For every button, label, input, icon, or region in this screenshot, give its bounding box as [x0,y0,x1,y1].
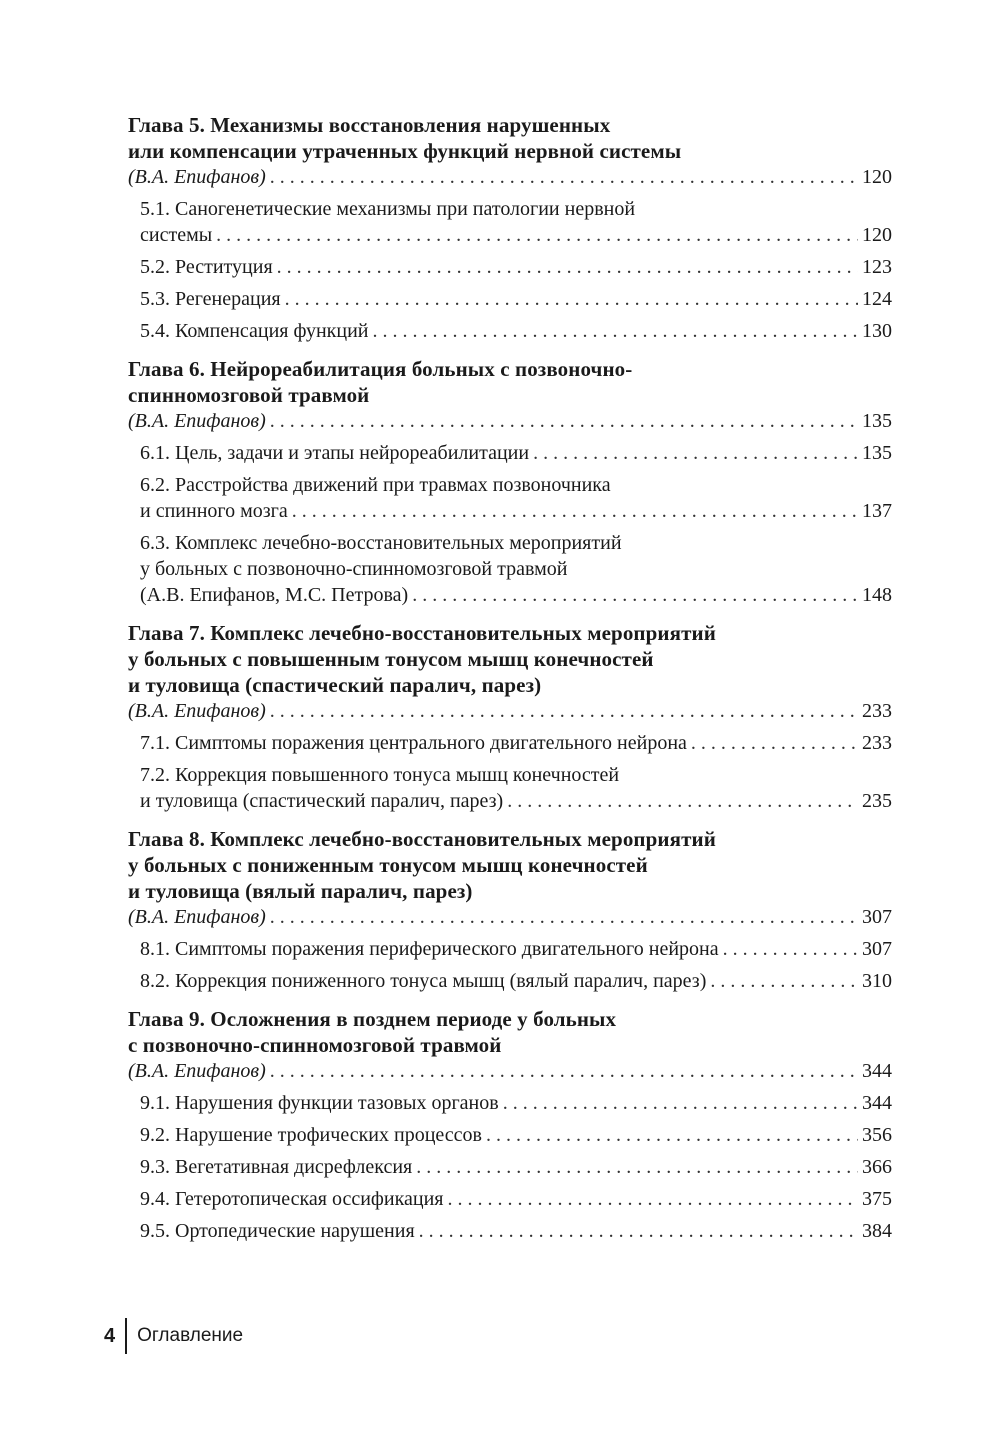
section-entry-row [140,936,892,962]
section-entry-row [140,1218,892,1244]
dot-leader [447,1186,858,1212]
section-entry-row [140,1154,892,1180]
section-title: 5.3. Регенерация [140,288,281,310]
dot-leader [507,788,858,814]
section-title: 9.3. Вегетативная дисрефлексия [140,1156,413,1178]
page-ref: 120 [862,224,892,246]
section-title-line: 6.3. Комплекс лечебно-восстановительных мероприятий [140,532,622,554]
page-number: 4 [104,1324,116,1347]
toc-section [128,472,892,524]
chapter-title-line: Глава 5. Механизмы восстановления нарушенных [128,113,611,137]
section-title: 7.1. Симптомы поражения центрального двигательного нейрона [140,732,687,754]
toc-chapter [128,112,892,344]
section-entry-row [140,968,892,994]
section-title: и туловища (спастический паралич, парез) [140,790,504,812]
section-entry-row [140,582,892,608]
toc-chapter [128,1006,892,1244]
chapter-title-line: с позвоночно-спинномозговой травмой [128,1033,502,1057]
section-title: 8.2. Коррекция пониженного тонуса мышц (вялый паралич, парез) [140,970,707,992]
page-ref: 310 [862,970,892,992]
chapter-title-line: спинномозговой травмой [128,383,370,407]
section-title-line: 5.1. Саногенетические механизмы при патологии нервной [140,198,636,220]
section-entry-row [140,788,892,814]
chapter-author: (В.А. Епифанов) [128,1060,266,1082]
dot-leader [270,164,858,190]
page-ref: 233 [862,732,892,754]
section-title: 6.1. Цель, задачи и этапы нейрореабилитации [140,442,530,464]
chapter-author: (В.А. Епифанов) [128,410,266,432]
dot-leader [419,1218,858,1244]
page-ref: 148 [862,584,892,606]
chapter-title [128,1006,892,1058]
toc-section [128,730,892,756]
page-ref: 137 [862,500,892,522]
section-title-line: у больных с позвоночно-спинномозговой травмой [140,558,568,580]
section-title: 9.4. Гетеротопическая оссификация [140,1188,444,1210]
toc-chapter [128,826,892,994]
toc-section [128,318,892,344]
chapter-author-row [128,904,892,930]
page-footer [104,1316,243,1356]
table-of-contents [128,112,892,1256]
page-ref: 135 [862,442,892,464]
chapter-author-row [128,698,892,724]
dot-leader [486,1122,858,1148]
chapter-author: (В.А. Епифанов) [128,166,266,188]
chapter-author-row [128,1058,892,1084]
section-title: и спинного мозга [140,500,288,522]
section-title: 8.1. Симптомы поражения периферического двигательного нейрона [140,938,719,960]
page-ref: 307 [862,906,892,928]
page-ref: 307 [862,938,892,960]
toc-section [128,254,892,280]
page-ref: 120 [862,166,892,188]
section-entry-row [140,1090,892,1116]
chapter-title-line: и туловища (спастический паралич, парез) [128,673,542,697]
section-title-line: 7.2. Коррекция повышенного тонуса мышц конечностей [140,764,620,786]
running-title: Оглавление [137,1325,244,1346]
chapter-title-line: Глава 8. Комплекс лечебно-восстановительных мероприятий [128,827,716,851]
section-entry-row [140,222,892,248]
chapter-title-line: у больных с пониженным тонусом мышц конечностей [128,853,648,877]
dot-leader [216,222,858,248]
chapter-title [128,620,892,698]
dot-leader [416,1154,858,1180]
dot-leader [412,582,858,608]
section-entry-row [140,1122,892,1148]
page-ref: 124 [862,288,892,310]
dot-leader [270,1058,858,1084]
toc-section [128,936,892,962]
section-entry-row [140,498,892,524]
page-ref: 384 [862,1220,892,1242]
chapter-title-line: у больных с повышенным тонусом мышц конечностей [128,647,654,671]
dot-leader [270,904,858,930]
section-entry-row [140,318,892,344]
dot-leader [533,440,858,466]
toc-section [128,440,892,466]
chapter-title [128,112,892,164]
chapter-title [128,826,892,904]
section-title: системы [140,224,213,246]
section-title: 9.2. Нарушение трофических процессов [140,1124,482,1146]
chapter-title-line: Глава 6. Нейрореабилитация больных с позвоночно- [128,357,633,381]
page-ref: 135 [862,410,892,432]
toc-section [128,1090,892,1116]
dot-leader [285,286,858,312]
dot-leader [270,408,858,434]
section-entry-row [140,286,892,312]
dot-leader [373,318,859,344]
toc-chapter [128,620,892,814]
toc-section [128,1122,892,1148]
page-ref: 344 [862,1092,892,1114]
dot-leader [292,498,858,524]
section-title: 9.1. Нарушения функции тазовых органов [140,1092,499,1114]
toc-section [128,196,892,248]
section-entry-row [140,254,892,280]
chapter-title-line: Глава 7. Комплекс лечебно-восстановительных мероприятий [128,621,716,645]
section-title: (А.В. Епифанов, М.С. Петрова) [140,584,409,606]
dot-leader [723,936,858,962]
page-ref: 123 [862,256,892,278]
chapter-author-row [128,408,892,434]
toc-section [128,1154,892,1180]
section-title: 5.2. Реституция [140,256,273,278]
dot-leader [270,698,858,724]
section-entry-row [140,1186,892,1212]
toc-section [128,1186,892,1212]
section-entry-row [140,440,892,466]
page-ref: 375 [862,1188,892,1210]
toc-chapter [128,356,892,608]
dot-leader [277,254,858,280]
dot-leader [710,968,858,994]
chapter-title [128,356,892,408]
page-ref: 366 [862,1156,892,1178]
chapter-author: (В.А. Епифанов) [128,906,266,928]
toc-section [128,762,892,814]
dot-leader [691,730,858,756]
chapter-author-row [128,164,892,190]
page-ref: 233 [862,700,892,722]
section-entry-row [140,730,892,756]
section-title-line: 6.2. Расстройства движений при травмах позвоночника [140,474,611,496]
section-title: 9.5. Ортопедические нарушения [140,1220,415,1242]
toc-section [128,286,892,312]
toc-section [128,530,892,608]
footer-divider [125,1318,127,1354]
chapter-author: (В.А. Епифанов) [128,700,266,722]
page-ref: 344 [862,1060,892,1082]
page-ref: 235 [862,790,892,812]
chapter-title-line: или компенсации утраченных функций нервной системы [128,139,682,163]
toc-section [128,1218,892,1244]
dot-leader [503,1090,858,1116]
chapter-title-line: и туловища (вялый паралич, парез) [128,879,473,903]
toc-section [128,968,892,994]
page-ref: 130 [862,320,892,342]
page-ref: 356 [862,1124,892,1146]
chapter-title-line: Глава 9. Осложнения в позднем периоде у больных [128,1007,617,1031]
section-title: 5.4. Компенсация функций [140,320,369,342]
